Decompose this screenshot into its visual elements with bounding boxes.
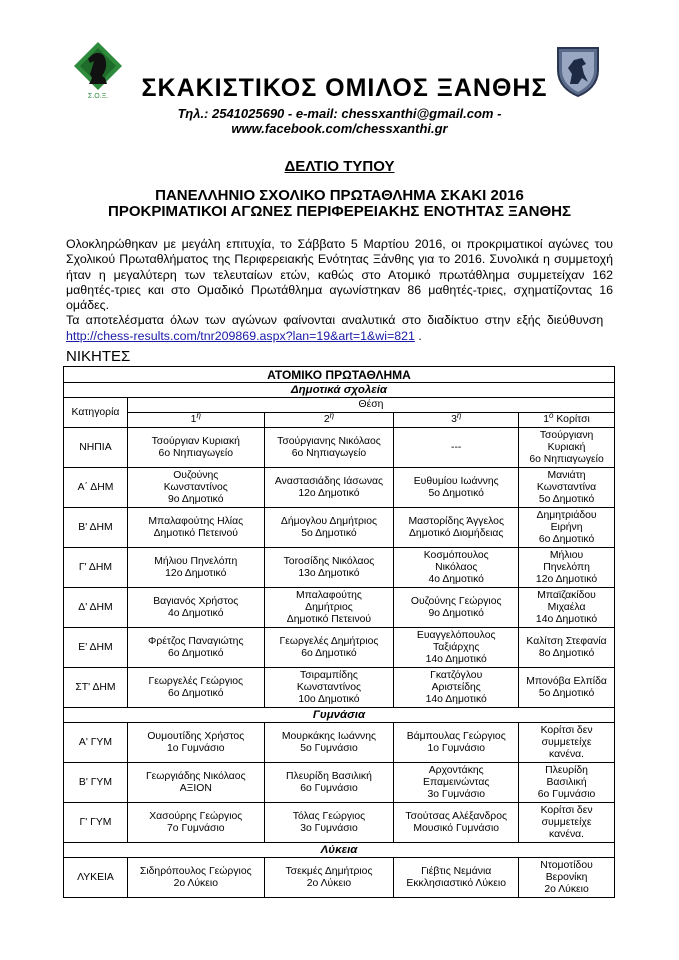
place-header: [394, 413, 519, 428]
winner-line: 6ο Δημοτικό: [168, 647, 224, 659]
winner-line: Γεωργιάδης Νικόλαος: [145, 770, 246, 782]
winner-line: Μιχαέλα: [547, 601, 586, 613]
place-2-cell: [264, 588, 394, 628]
place-2-cell: [264, 508, 394, 548]
place-1-cell: [127, 588, 264, 628]
winner-line: 9ο Δημοτικό: [168, 493, 224, 505]
place-number: 1: [190, 414, 197, 425]
position-header: Θέση: [127, 398, 614, 413]
winner-line: Βαγιανός Χρήστος: [153, 595, 239, 607]
winner-line: 14ο Δημοτικό: [535, 613, 598, 625]
winner-line: ---: [451, 441, 462, 453]
place-2-cell: [264, 858, 394, 898]
category-cell: Ε' ΔΗΜ: [64, 628, 128, 668]
winner-line: 2ο Λύκειο: [306, 877, 352, 889]
winner-line: Τσιραμπίδης: [300, 669, 358, 681]
winner-line: Ντομοτίδου: [540, 859, 593, 871]
winner-line: 10ο Δημοτικό: [298, 693, 360, 705]
place-header: [264, 413, 394, 428]
place-4-cell: [519, 803, 615, 843]
winner-line: Ευθυμίου Ιωάννης: [413, 475, 499, 487]
place-4-cell: [519, 428, 615, 468]
winner-line: 6ο Δημοτικό: [168, 687, 224, 699]
winner-line: Τσεκμές Δημήτριος: [285, 865, 373, 877]
winner-line: Κυριακή: [547, 441, 586, 453]
places-row: [64, 413, 615, 428]
category-cell: Δ' ΔΗΜ: [64, 588, 128, 628]
place-2-cell: [264, 428, 394, 468]
place-2-cell: [264, 763, 394, 803]
place-4-cell: [519, 723, 615, 763]
place-number: 3: [451, 414, 457, 425]
winner-line: Αναστασιάδης Ιάσωνας: [274, 475, 384, 487]
paragraph-2: [66, 313, 613, 344]
place-1-cell: [127, 803, 264, 843]
place-1-cell: [127, 468, 264, 508]
section-row: [64, 383, 615, 398]
winner-line: Γεωργελές Γεώργιος: [148, 675, 244, 687]
winner-line: Πλευρίδη Βασιλική: [286, 770, 372, 782]
paragraph-1: Ολοκληρώθηκαν με μεγάλη επιτυχία, το Σάββατο 5 Μαρτίου 2016, οι προκριματικοί αγώνες του Σχολικού Πρωταθλήματος της Περιφερειακής Ενότητας Ξάνθης για το 2016. Συνολικά η συμμετοχή ήταν η μεγαλύτερη των τελευταίων ετών, καθώς στο Ατομικό πρωτάθλημα συμμετείχαν 162 μαθητές-τριες και στο Ομαδικό Πρωτάθλημα αγωνίστηκαν 86 μαθητές-τριες, σχηματίζοντας 16 ομάδες.: [66, 237, 613, 313]
winner-line: Επαμεινώντας: [423, 776, 490, 788]
winner-line: Ουζούνης Γεώργιος: [410, 595, 502, 607]
place-3-cell: [394, 763, 519, 803]
table-row: [64, 548, 615, 588]
header-row: [64, 398, 615, 413]
winner-line: 4ο Δημοτικό: [168, 607, 224, 619]
winner-line: 1ο Γυμνάσιο: [427, 742, 485, 754]
place-2-cell: [264, 548, 394, 588]
winner-line: Torοσίδης Νικόλαος: [283, 555, 375, 567]
winner-line: 13ο Δημοτικό: [298, 567, 360, 579]
place-1-cell: [127, 668, 264, 708]
contact-info: [0, 106, 679, 136]
winner-line: Μουρκάκης Ιωάννης: [281, 730, 377, 742]
winner-line: 12ο Δημοτικό: [165, 567, 227, 579]
place-4-cell: [519, 628, 615, 668]
winner-line: Δημητριάδου: [536, 509, 597, 521]
place-2-cell: [264, 668, 394, 708]
table-title: ΑΤΟΜΙΚΟ ΠΡΩΤΑΘΛΗΜΑ: [64, 367, 615, 383]
place-1-cell: [127, 548, 264, 588]
winner-line: Κωνσταντίνος: [163, 481, 228, 493]
headline: [0, 188, 679, 220]
table-row: [64, 628, 615, 668]
winner-line: Μήλιου Πηνελόπη: [154, 555, 238, 567]
category-cell: ΛΥΚΕΙΑ: [64, 858, 128, 898]
place-4-cell: [519, 668, 615, 708]
paragraph-2-text: Τα αποτελέσματα όλων των αγώνων φαίνονται αναλυτικά στο διαδίκτυο στην εξής διεύθυνση: [66, 313, 604, 328]
winner-line: Πηνελόπη: [543, 561, 590, 573]
winner-line: Δημοτικό Διομήδειας: [408, 527, 504, 539]
category-cell: Α' ΓΥΜ: [64, 723, 128, 763]
winner-line: Κορίτσι δεν: [540, 724, 593, 736]
category-cell: ΝΗΠΙΑ: [64, 428, 128, 468]
results-table: [63, 366, 615, 898]
place-3-cell: [394, 668, 519, 708]
place-label: Κορίτσι: [553, 414, 590, 425]
winner-line: Κοσμόπουλος: [423, 549, 489, 561]
place-3-cell: [394, 803, 519, 843]
category-cell: Β' ΓΥΜ: [64, 763, 128, 803]
table-row: [64, 588, 615, 628]
winner-line: Ουμουτίδης Χρήστος: [147, 730, 245, 742]
winner-line: Μανιάτη: [547, 469, 586, 481]
winner-line: ΑΞΙΟΝ: [179, 782, 212, 794]
place-header: [127, 413, 264, 428]
table-row: [64, 468, 615, 508]
winner-line: Εκκλησιαστικό Λύκειο: [406, 877, 506, 889]
winner-line: 6ο Νηπιαγωγείο: [158, 447, 233, 459]
winner-line: Μπαϊζακίδου: [537, 589, 596, 601]
contact-line-2: www.facebook.com/chessxanthi.gr: [231, 121, 448, 136]
winner-line: Δήμογλου Δημήτριος: [280, 515, 377, 527]
winner-line: 6ο Δημοτικό: [538, 533, 595, 545]
winner-line: Δημοτικό Πετεινού: [153, 527, 238, 539]
winner-line: Φρέτζος Παναγιώτης: [148, 635, 244, 647]
winner-line: Κωνσταντίνα: [536, 481, 597, 493]
winner-line: Πλευρίδη: [545, 764, 588, 776]
place-3-cell: [394, 628, 519, 668]
table-row: [64, 858, 615, 898]
winner-line: Μπονόβα Ελπίδα: [526, 675, 607, 687]
winner-line: 6ο Γυμνάσιο: [300, 782, 358, 794]
winner-line: Δημοτικό Πετεινού: [286, 613, 372, 625]
place-4-cell: [519, 858, 615, 898]
winner-line: Γιέβτις Νεμάνια: [421, 865, 492, 877]
svg-text:Σ.Ο.Ξ.: Σ.Ο.Ξ.: [87, 93, 109, 100]
table-row: [64, 723, 615, 763]
section-title: Λύκεια: [64, 843, 615, 858]
table-title-row: [64, 367, 615, 383]
winner-line: 4ο Δημοτικό: [428, 573, 484, 585]
winner-line: 12ο Δημοτικό: [298, 487, 360, 499]
winner-line: 12ο Δημοτικό: [535, 573, 598, 585]
winner-line: 6ο Νηπιαγωγείο: [529, 453, 604, 465]
winner-line: κανένα.: [549, 828, 585, 840]
place-2-cell: [264, 468, 394, 508]
winner-line: Αρχοντάκης: [428, 764, 484, 776]
winner-line: Μουσικό Γυμνάσιο: [413, 822, 500, 834]
winner-line: Ταξιάρχης: [433, 641, 480, 653]
place-number: 1: [543, 414, 550, 425]
winner-line: 3ο Γυμνάσιο: [427, 788, 485, 800]
category-cell: Β' ΔΗΜ: [64, 508, 128, 548]
place-4-cell: [519, 508, 615, 548]
winner-line: Σιδηρόπουλος Γεώργιος: [139, 865, 252, 877]
winner-line: Μαστορίδης Άγγελος: [408, 515, 504, 527]
winner-line: 6ο Νηπιαγωγείο: [291, 447, 367, 459]
winner-line: 3ο Γυμνάσιο: [300, 822, 358, 834]
winner-line: 5ο Δημοτικό: [301, 527, 357, 539]
headline-line-2: ΠΡΟΚΡΙΜΑΤΙΚΟΙ ΑΓΩΝΕΣ ΠΕΡΙΦΕΡΕΙΑΚΗΣ ΕΝΟΤΗΤΑΣ ΞΑΝΘΗΣ: [108, 203, 571, 220]
winner-line: 14ο Δημοτικό: [425, 693, 487, 705]
winner-line: Τσούργιαν Κυριακή: [151, 435, 240, 447]
winner-line: Τσούργιανη: [539, 429, 594, 441]
winner-line: Γκατζόγλου: [430, 669, 483, 681]
winner-line: 7ο Γυμνάσιο: [167, 822, 225, 834]
section-title: Γυμνάσια: [64, 708, 615, 723]
winner-line: Ουζούνης: [173, 469, 219, 481]
place-3-cell: [394, 508, 519, 548]
place-1-cell: [127, 428, 264, 468]
winner-line: Καλίτση Στεφανία: [526, 635, 607, 647]
category-cell: Γ' ΔΗΜ: [64, 548, 128, 588]
winner-line: 8ο Δημοτικό: [538, 647, 595, 659]
club-name: ΣΚΑΚΙΣΤΙΚΟΣ ΟΜΙΛΟΣ ΞΑΝΘΗΣ: [141, 74, 548, 102]
place-1-cell: [127, 858, 264, 898]
winner-line: Βερονίκη: [545, 871, 588, 883]
winner-line: Γεωργελές Δημήτριος: [279, 635, 379, 647]
results-link[interactable]: http://chess-results.com/tnr209869.aspx?lan=19&art=1&wi=821: [66, 328, 415, 343]
winner-line: κανένα.: [549, 748, 585, 760]
table-row: [64, 508, 615, 548]
place-2-cell: [264, 723, 394, 763]
section-row: [64, 843, 615, 858]
place-3-cell: [394, 723, 519, 763]
place-4-cell: [519, 548, 615, 588]
winner-line: Ειρήνη: [550, 521, 583, 533]
winner-line: 2ο Λύκειο: [544, 883, 589, 895]
winner-line: 9ο Δημοτικό: [428, 607, 484, 619]
table-row: [64, 763, 615, 803]
winner-line: Δημήτριος: [305, 601, 353, 613]
paragraph-2-end: .: [418, 328, 422, 343]
place-suffix: η: [196, 411, 201, 420]
winner-line: Ευαγγελόπουλος: [416, 629, 496, 641]
winner-line: Βασιλική: [546, 776, 587, 788]
winner-line: 5ο Δημοτικό: [538, 493, 595, 505]
winner-line: Μπαλαφούτης: [296, 589, 362, 601]
winner-line: 6ο Γυμνάσιο: [537, 788, 596, 800]
place-3-cell: [394, 858, 519, 898]
place-suffix: η: [456, 411, 462, 420]
section-row: [64, 708, 615, 723]
winner-line: συμμετείχε: [541, 736, 592, 748]
winner-line: 14ο Δημοτικό: [425, 653, 487, 665]
contact-line-1: Τηλ.: 2541025690 - e-mail: chessxanthi@gmail.com -: [177, 106, 502, 121]
place-4-cell: [519, 763, 615, 803]
winner-line: Μήλιου: [549, 549, 584, 561]
place-2-cell: [264, 803, 394, 843]
winner-line: συμμετείχε: [541, 816, 592, 828]
section-title: Δημοτικά σχολεία: [64, 383, 615, 398]
place-suffix: η: [329, 411, 335, 420]
place-header: [519, 413, 615, 428]
winner-line: Νικόλαος: [435, 561, 478, 573]
winner-line: Χασούρης Γεώργιος: [149, 810, 243, 822]
winner-line: Τσούργιανης Νικόλαος: [277, 435, 381, 447]
winner-line: Τσούτσας Αλέξανδρος: [405, 810, 507, 822]
winner-line: 2ο Λύκειο: [173, 877, 218, 889]
category-cell: Α΄ ΔΗΜ: [64, 468, 128, 508]
place-1-cell: [127, 628, 264, 668]
place-1-cell: [127, 763, 264, 803]
place-4-cell: [519, 588, 615, 628]
category-cell: Γ' ΓΥΜ: [64, 803, 128, 843]
place-4-cell: [519, 468, 615, 508]
winner-line: Τόλας Γεώργιος: [292, 810, 366, 822]
winner-line: 6ο Δημοτικό: [301, 647, 357, 659]
place-1-cell: [127, 508, 264, 548]
place-1-cell: [127, 723, 264, 763]
headline-line-1: ΠΑΝΕΛΛΗΝΙΟ ΣΧΟΛΙΚΟ ΠΡΩΤΑΘΛΗΜΑ ΣΚΑΚΙ 2016: [155, 187, 524, 204]
table-row: [64, 803, 615, 843]
winner-line: 5ο Γυμνάσιο: [300, 742, 358, 754]
press-release-title: ΔΕΛΤΙΟ ΤΥΠΟΥ: [284, 158, 395, 175]
place-3-cell: [394, 468, 519, 508]
category-cell: ΣΤ' ΔΗΜ: [64, 668, 128, 708]
winner-line: Κορίτσι δεν: [540, 804, 593, 816]
winner-line: 5ο Δημοτικό: [428, 487, 484, 499]
table-row: [64, 428, 615, 468]
place-3-cell: [394, 548, 519, 588]
place-number: 2: [323, 414, 330, 425]
category-header: Κατηγορία: [64, 398, 128, 428]
winner-line: Βάμπουλας Γεώργιος: [406, 730, 506, 742]
winner-line: Κωνσταντίνος: [296, 681, 361, 693]
table-row: [64, 668, 615, 708]
winner-line: Αριστείδης: [431, 681, 481, 693]
place-suffix: ο: [549, 411, 554, 420]
place-2-cell: [264, 628, 394, 668]
winner-line: 1ο Γυμνάσιο: [167, 742, 225, 754]
place-3-cell: [394, 588, 519, 628]
place-3-cell: [394, 428, 519, 468]
winner-line: Μπαλαφούτης Ηλίας: [148, 515, 244, 527]
winners-label: ΝΙΚΗΤΕΣ: [66, 348, 131, 365]
winner-line: 5ο Δημοτικό: [538, 687, 595, 699]
article-body: [66, 237, 613, 344]
